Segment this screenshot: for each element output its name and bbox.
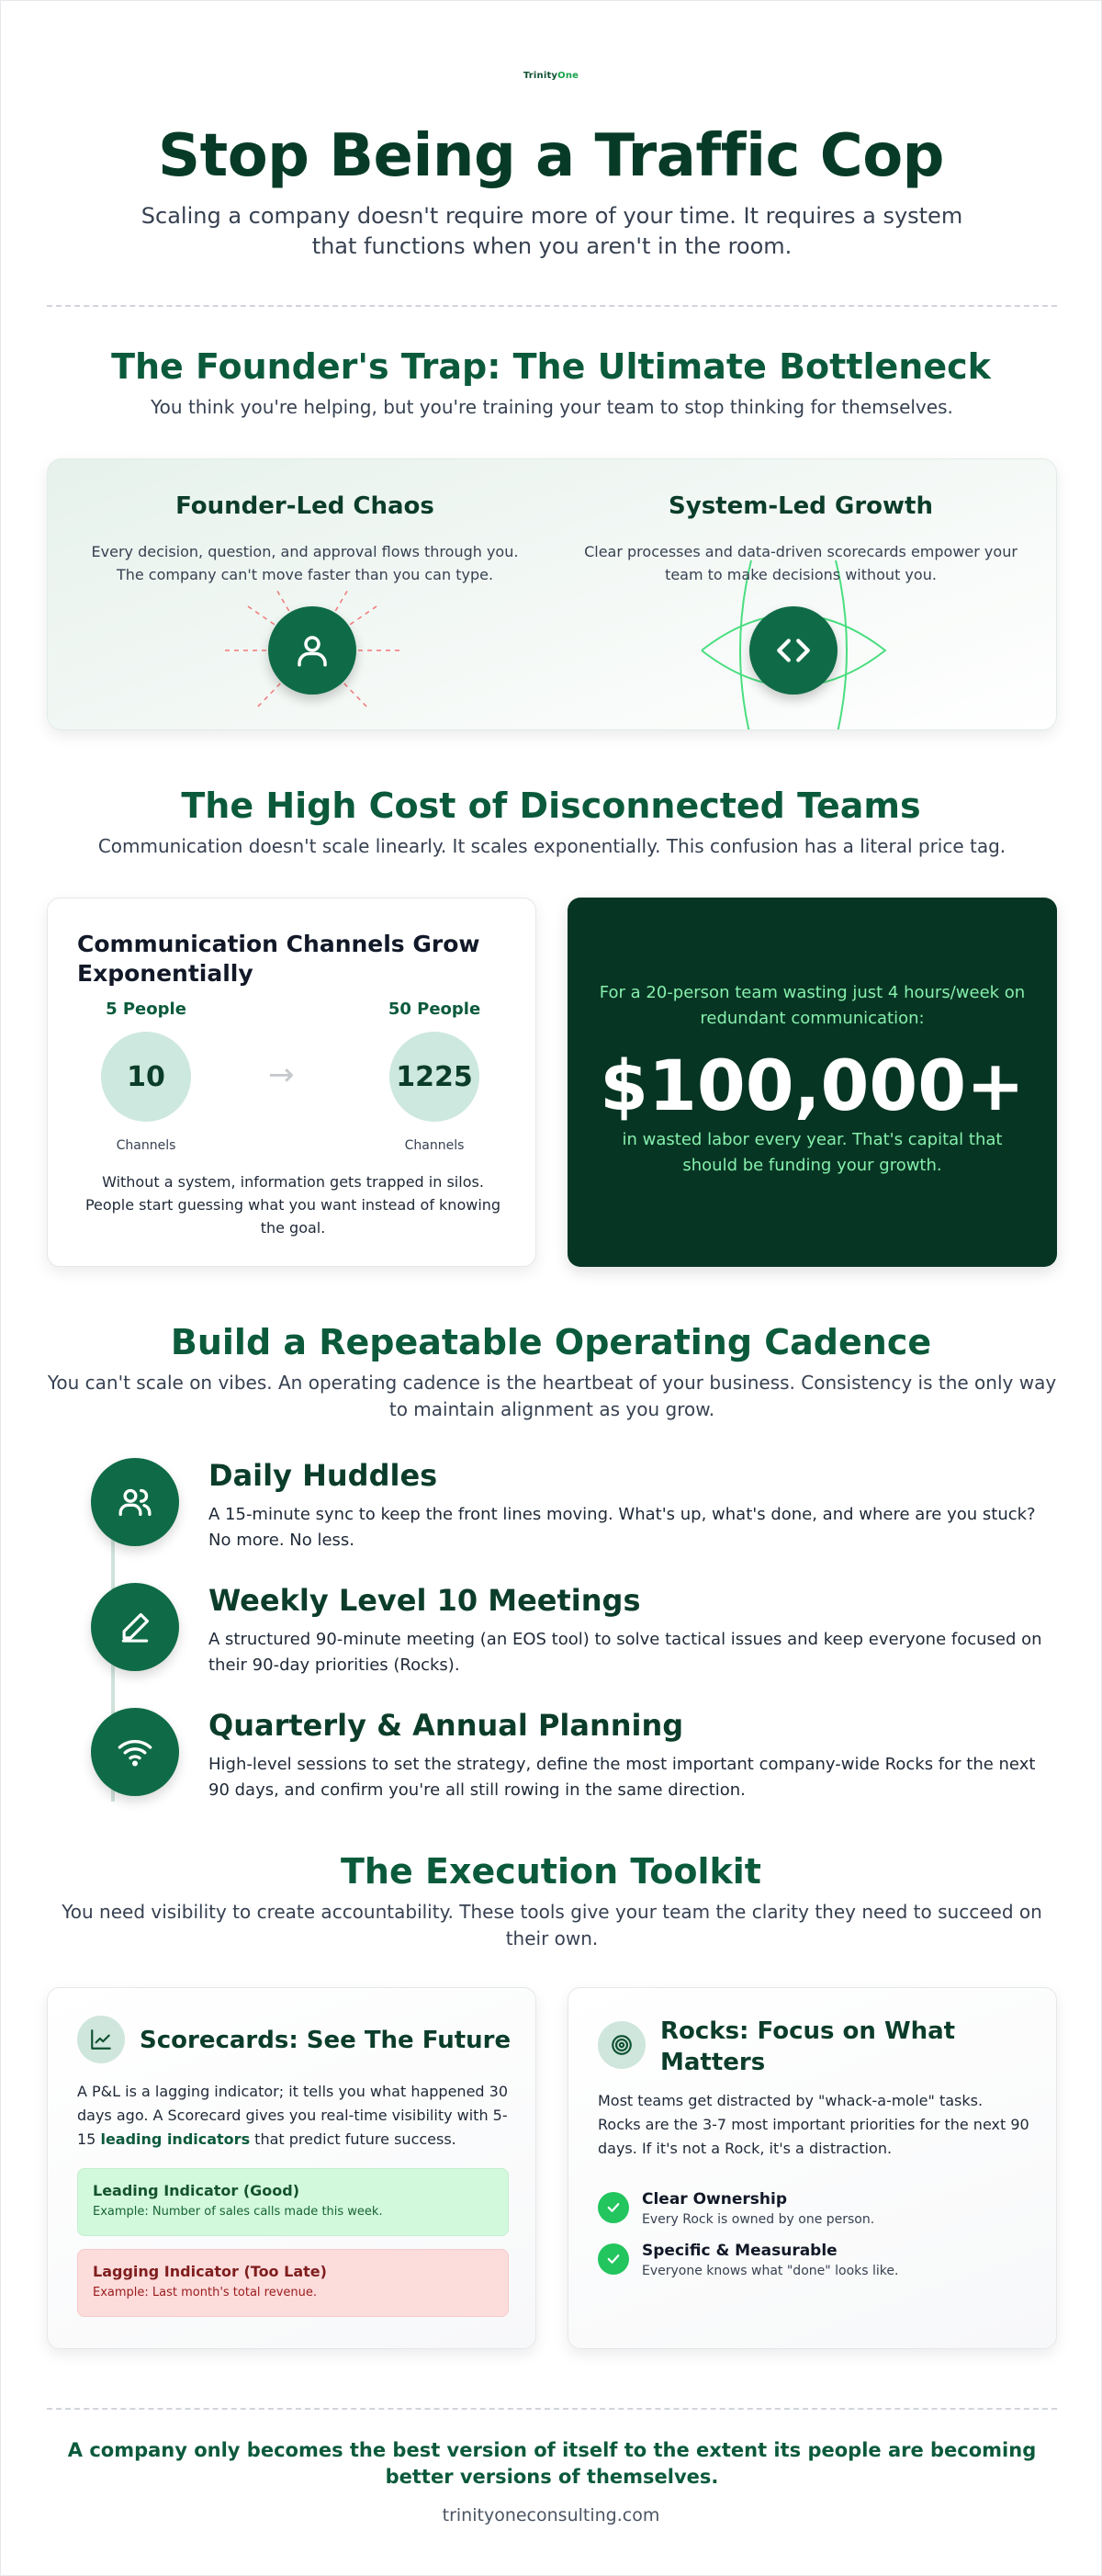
large-team-label: 50 People — [388, 1000, 481, 1019]
rocks-card — [568, 1987, 1057, 2349]
system-led-heading: System-Led Growth — [669, 492, 933, 520]
cadence-title: Build a Repeatable Operating Cadence — [170, 1322, 932, 1362]
scorecards-text: A P&L is a lagging indicator; it tells you what happened 30 days ago. A Scorecard gives you real-time visibility with 5-15 leading indicators that predict future success. — [77, 2083, 509, 2148]
founder-led-heading: Founder-Led Chaos — [175, 492, 434, 520]
cadence-subtitle: You can't scale on vibes. An operating cadence is the heartbeat of your business. Consistency is the only way to maintain alignment as you grow. — [47, 1372, 1057, 1420]
leading-indicator-box — [77, 2168, 509, 2236]
channels-card — [47, 898, 536, 1267]
cost-subtitle: Communication doesn't scale linearly. It scales exponentially. This confusion has a literal price tag. — [97, 835, 1006, 857]
founder-led-column — [66, 492, 544, 586]
small-team-value: 10 — [101, 1032, 191, 1122]
small-team-caption: Channels — [116, 1138, 176, 1153]
channels-large-team — [365, 1000, 503, 1153]
cost-outro: in wasted labor every year. That's capital that should be funding your growth. — [622, 1130, 1003, 1175]
check-item — [642, 2242, 898, 2278]
check-item — [642, 2190, 874, 2227]
founder-trap-card — [47, 458, 1057, 730]
hero-subtitle: Scaling a company doesn't require more of your time. It requires a system that functions when you aren't in the room. — [141, 203, 963, 259]
large-team-caption: Channels — [404, 1138, 465, 1153]
closing-quote: A company only becomes the best version of itself to the extent its people are becoming better versions of themselves. — [67, 2439, 1037, 2488]
scorecards-card — [47, 1987, 536, 2349]
cadence-item-text: A 15-minute sync to keep the front lines moving. What's up, what's done, and where are you stuck? No more. No less. — [208, 1505, 1036, 1550]
check-icon — [598, 2243, 629, 2275]
code-icon — [749, 606, 838, 695]
small-team-label: 5 People — [106, 1000, 186, 1019]
cadence-item-title: Daily Huddles — [208, 1458, 438, 1493]
rocks-text: Most teams get distracted by "whack-a-mole" tasks. Rocks are the 3-7 most important priorities for the next 90 days. If it's not a Rock, it's a distraction. — [598, 2092, 1029, 2157]
founder-led-text: Every decision, question, and approval flows through you. The company can't move faster than you can type. — [91, 543, 519, 583]
system-led-text: Clear processes and data-driven scorecards empower your team to make decisions without you. — [584, 543, 1018, 583]
toolkit-subtitle: You need visibility to create accountability. These tools give your team the clarity they need to succeed on their own. — [62, 1901, 1042, 1949]
system-led-column — [562, 492, 1040, 586]
scorecards-title: Scorecards: See The Future — [140, 2027, 512, 2054]
leading-indicator-heading: Leading Indicator (Good) — [93, 2182, 300, 2199]
toolkit-title: The Execution Toolkit — [341, 1851, 761, 1892]
cadence-item-text: A structured 90-minute meeting (an EOS tool) to solve tactical issues and keep everyone focused on their 90-day priorities (Rocks). — [208, 1630, 1042, 1675]
divider — [47, 305, 1057, 307]
users-icon — [91, 1458, 179, 1546]
website-link[interactable]: trinityoneconsulting.com — [442, 2505, 660, 2525]
cadence-item-title: Weekly Level 10 Meetings — [208, 1583, 641, 1618]
channels-footer: Without a system, information gets trapped in silos. People start guessing what you want instead of knowing the goal. — [84, 1173, 501, 1237]
check-icon — [598, 2192, 629, 2223]
trap-title: The Founder's Trap: The Ultimate Bottleneck — [111, 346, 991, 387]
channels-small-team — [77, 1000, 215, 1153]
page-title: Stop Being a Traffic Cop — [158, 122, 944, 190]
rocks-title: Rocks: Focus on What Matters — [660, 2017, 956, 2076]
target-icon — [598, 2021, 646, 2069]
check-item-text: Everyone knows what "done" looks like. — [642, 2264, 899, 2278]
trap-subtitle: You think you're helping, but you're training your team to stop thinking for themselves. — [151, 396, 953, 418]
arrow-right-icon: → — [268, 1056, 295, 1093]
cadence-item-title: Quarterly & Annual Planning — [208, 1708, 684, 1743]
large-team-value: 1225 — [389, 1032, 479, 1122]
divider — [47, 2408, 1057, 2410]
check-item-heading: Specific & Measurable — [642, 2242, 838, 2260]
cost-amount: $100,000+ — [600, 1045, 1025, 1126]
user-icon — [268, 606, 356, 695]
brand-logo[interactable]: TrinityOne — [523, 71, 579, 81]
cost-title: The High Cost of Disconnected Teams — [181, 785, 921, 826]
lagging-indicator-box — [77, 2249, 509, 2317]
cost-card — [568, 898, 1057, 1267]
wifi-icon — [91, 1708, 179, 1796]
pen-icon — [91, 1583, 179, 1671]
channels-heading: Communication Channels Grow Exponentially — [77, 931, 480, 987]
cost-intro: For a 20-person team wasting just 4 hours/week on redundant communication: — [599, 983, 1026, 1028]
lagging-indicator-example: Example: Last month's total revenue. — [93, 2286, 318, 2299]
cadence-item-text: High-level sessions to set the strategy, define the most important company-wide Rocks for the next 90 days, and confirm you're all still rowing in the same direction. — [208, 1755, 1036, 1800]
check-item-text: Every Rock is owned by one person. — [642, 2212, 875, 2227]
check-item-heading: Clear Ownership — [642, 2190, 787, 2209]
leading-indicator-example: Example: Number of sales calls made this week. — [93, 2205, 383, 2219]
lagging-indicator-heading: Lagging Indicator (Too Late) — [93, 2263, 327, 2280]
chart-line-icon — [77, 2016, 125, 2063]
